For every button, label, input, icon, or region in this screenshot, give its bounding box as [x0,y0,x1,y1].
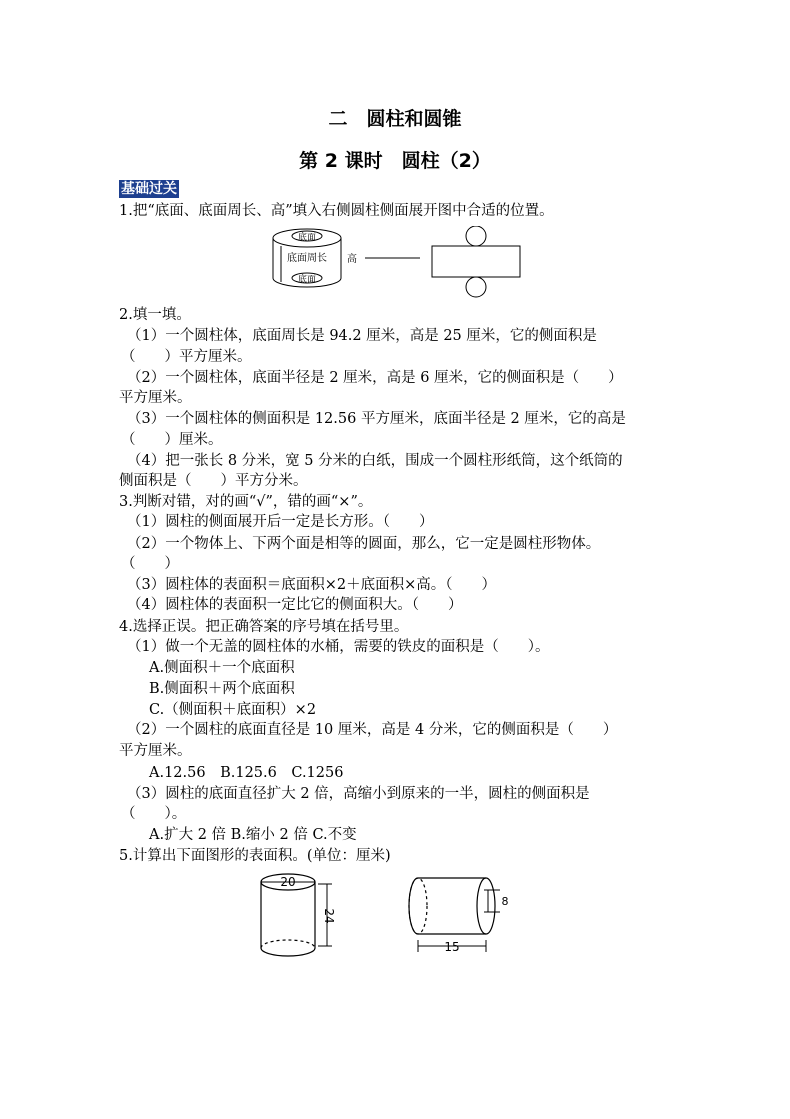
upright-cylinder-figure [256,870,336,966]
question-4-line: 平方厘米。 [119,743,192,759]
horizontal-cylinder-figure [404,872,514,958]
question-1-text: 1.把“底面、底面周长、高”填入右侧圆柱侧面展开图中合适的位置。 [119,203,554,219]
cylinder-label-figure [270,226,530,302]
question-3-title: 3.判断对错，对的画“√”，错的画“×”。 [119,494,373,510]
lesson-title: 第 2 课时 圆柱（2） [299,150,491,172]
section-tag: 基础过关 [121,181,177,197]
question-2-title: 2.填一填。 [119,307,191,323]
question-3-line: （1）圆柱的侧面展开后一定是长方形。（ ） [127,514,434,530]
question-4-option: A.侧面积＋一个底面积 [149,660,295,676]
question-2-line: （ ）厘米。 [121,432,223,448]
question-3-line: （3）圆柱体的表面积＝底面积×2＋底面积×高。（ ） [127,577,496,593]
question-2-line: （3）一个圆柱体的侧面积是 12.56 平方厘米，底面半径是 2 厘米，它的高是 [127,411,626,427]
question-4-option: C.（侧面积＋底面积）×2 [149,702,317,718]
fig-label-middle: 底面周长 [287,253,327,264]
question-2-line: （1）一个圆柱体，底面周长是 94.2 厘米，高是 25 厘米，它的侧面积是 [127,328,597,344]
question-4-option: B.侧面积＋两个底面积 [149,681,295,697]
question-2-line: 平方厘米。 [119,390,192,406]
fig-label-top: 底面 [297,233,317,243]
question-2-line: （2）一个圆柱体，底面半径是 2 厘米，高是 6 厘米，它的侧面积是（ ） [127,370,623,386]
question-5-text: 5.计算出下面图形的表面积。(单位：厘米) [119,848,391,864]
fig-label-bottom: 底面 [297,275,317,285]
question-3-line: （4）圆柱体的表面积一定比它的侧面积大。（ ） [127,597,463,613]
fig2-diameter-label: 8 [501,895,509,908]
question-4-line: （1）做一个无盖的圆柱体的水桶，需要的铁皮的面积是（ ）。 [127,639,550,655]
question-3-line: （2）一个物体上、下两个面是相等的圆面，那么，它一定是圆柱形物体。 [127,536,601,552]
question-2-line: （ ）平方厘米。 [121,349,252,365]
fig-label-side: 高 [347,254,357,265]
question-3-line: （ ） [121,556,179,572]
question-4-line: （ ）。 [121,806,187,822]
fig2-length-label: 15 [444,940,460,954]
unit-title: 二 圆柱和圆锥 [328,108,462,130]
fig1-height-label: 24 [322,908,336,924]
question-2-line: 侧面积是（ ）平方分米。 [119,473,308,489]
question-4-line: （2）一个圆柱的底面直径是 10 厘米，高是 4 分米，它的侧面积是（ ） [127,722,618,738]
question-4-option: A.12.56 B.125.6 C.1256 [149,765,344,781]
question-2-line: （4）把一张长 8 分米，宽 5 分米的白纸，围成一个圆柱形纸筒，这个纸筒的 [127,453,623,469]
fig1-diameter-label: 20 [280,875,296,889]
question-4-title: 4.选择正误。把正确答案的序号填在括号里。 [119,619,409,635]
question-4-option: A.扩大 2 倍 B.缩小 2 倍 C.不变 [149,827,357,843]
question-4-line: （3）圆柱的底面直径扩大 2 倍，高缩小到原来的一半，圆柱的侧面积是 [127,786,590,802]
